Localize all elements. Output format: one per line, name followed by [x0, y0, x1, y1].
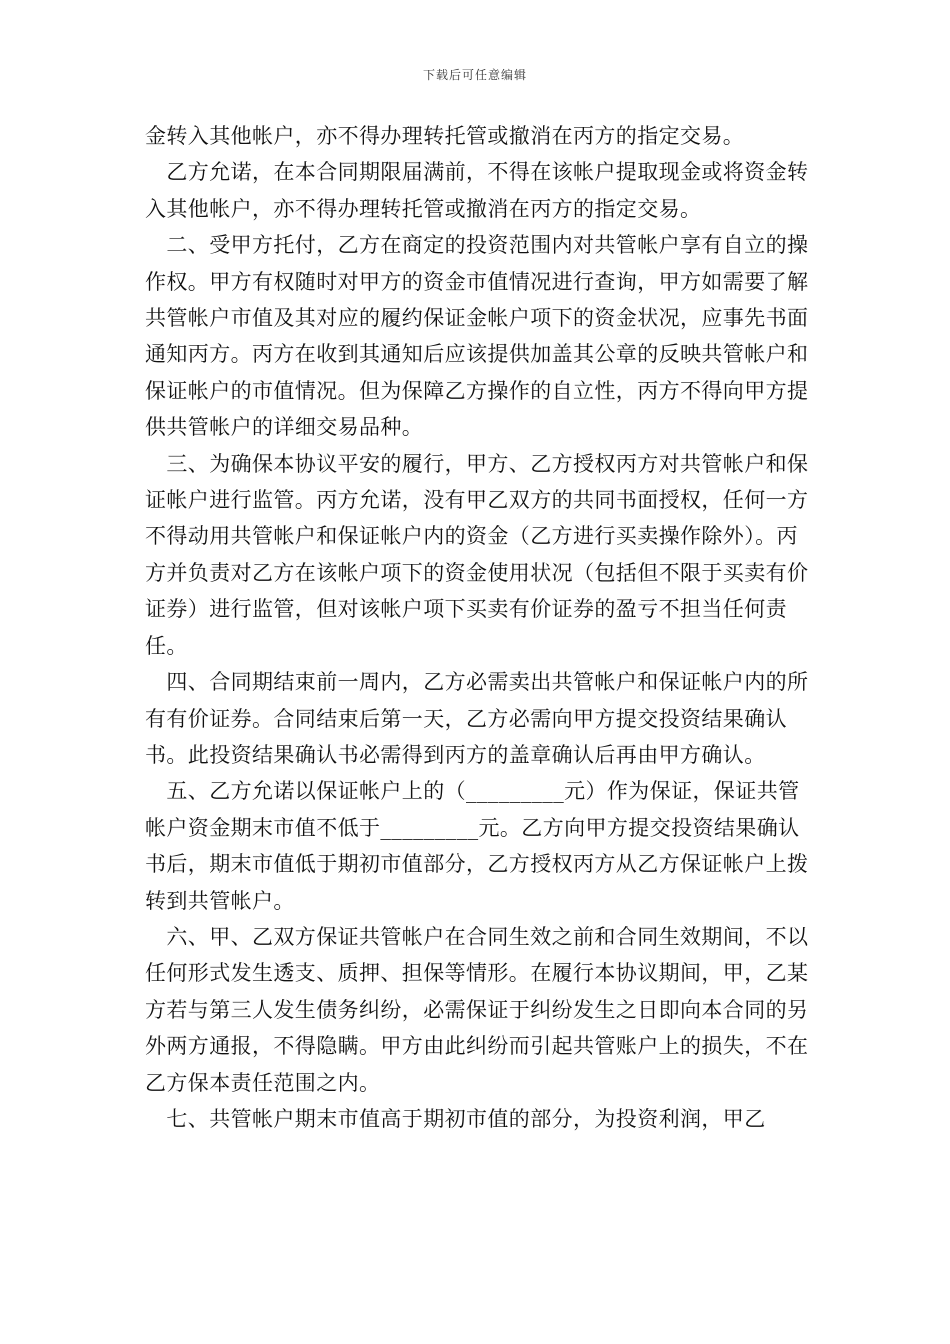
paragraph-continuation: 金转入其他帐户，亦不得办理转托管或撤消在丙方的指定交易。	[145, 124, 745, 148]
paragraph-yifang-promise: 乙方允诺，在本合同期限届满前，不得在该帐户提取现金或将资金转入其他帐户，亦不得办理转托管或撤消在丙方的指定交易。	[145, 160, 809, 221]
paragraph-clause-6: 六、甲、乙双方保证共管帐户在合同生效之前和合同生效期间，不以任何形式发生透支、质押、担保等情形。在履行本协议期间，甲，乙某方若与第三人发生债务纠纷，必需保证于纠纷发生之日即向本合同的另外两方通报，不得隐瞒。甲方由此纠纷而引起共管账户上的损失，不在乙方保本责任范围之内。	[145, 924, 809, 1095]
page-header: 下载后可任意编辑	[422, 68, 527, 82]
paragraph-clause-4: 四、合同期结束前一周内，乙方必需卖出共管帐户和保证帐户内的所有有价证券。合同结束后第一天，乙方必需向甲方提交投资结果确认书。此投资结果确认书必需得到丙方的盖章确认后再由甲方确认。	[145, 670, 809, 767]
paragraph-clause-5: 五、乙方允诺以保证帐户上的（_________元）作为保证，保证共管帐户资金期末市值不低于_________元。乙方向甲方提交投资结果确认书后，期末市值低于期初市值部分，乙方授权丙方从乙方保证帐户上拨转到共管帐户。	[145, 779, 809, 913]
paragraph-clause-2: 二、受甲方托付，乙方在商定的投资范围内对共管帐户享有自立的操作权。甲方有权随时对甲方的资金市值情况进行查询，甲方如需要了解共管帐户市值及其对应的履约保证金帐户项下的资金状况，应事先书面通知丙方。丙方在收到其通知后应该提供加盖其公章的反映共管帐户和保证帐户的市值情况。但为保障乙方操作的自立性，丙方不得向甲方提供共管帐户的详细交易品种。	[145, 233, 809, 440]
paragraph-clause-3: 三、为确保本协议平安的履行，甲方、乙方授权丙方对共管帐户和保证帐户进行监管。丙方允诺，没有甲乙双方的共同书面授权，任何一方不得动用共管帐户和保证帐户内的资金（乙方进行买卖操作除外）。丙方并负责对乙方在该帐户项下的资金使用状况（包括但不限于买卖有价证券）进行监管，但对该帐户项下买卖有价证券的盈亏不担当任何责任。	[145, 451, 809, 658]
paragraph-clause-7: 七、共管帐户期末市值高于期初市值的部分，为投资利润，甲乙	[145, 1106, 766, 1131]
document-body	[145, 118, 810, 1137]
